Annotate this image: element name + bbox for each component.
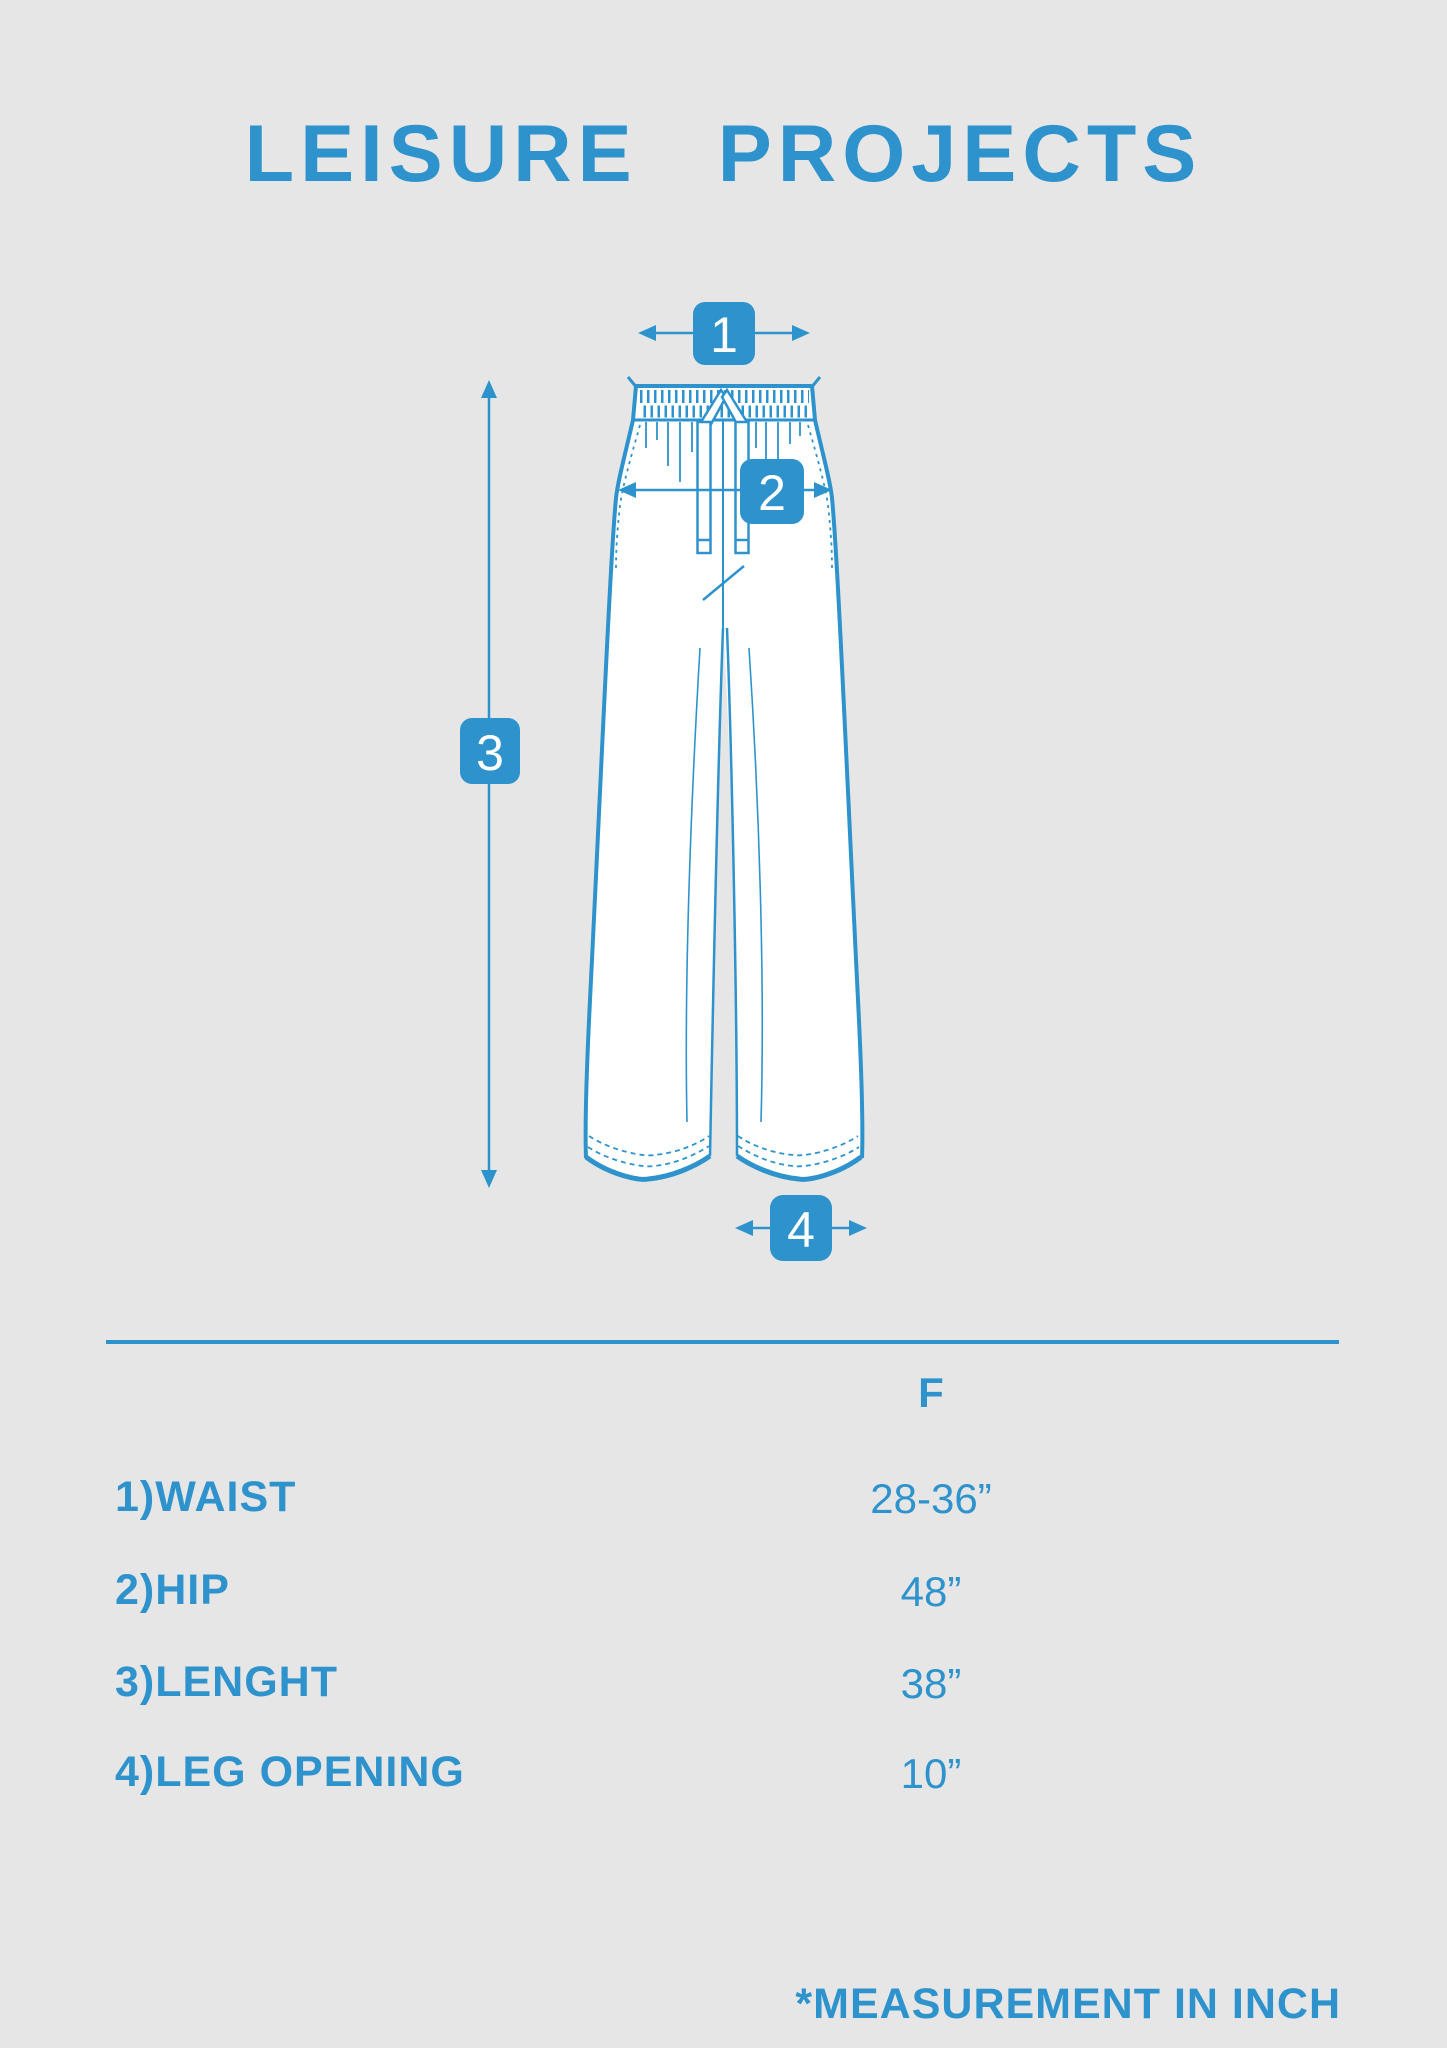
page-title-word-1: LEISURE [244,109,638,199]
table-row [0,1659,1447,1709]
row-value-length: 38” [900,1660,962,1707]
callout-number-2: 2 [758,465,786,521]
pants-measurement-diagram [380,280,1000,1310]
callout-badge-3 [460,718,520,784]
measurement-unit-note: *MEASUREMENT IN INCH [795,1980,1341,2028]
row-label-waist: 1)WAIST [115,1473,297,1521]
size-column-header: F [918,1369,944,1416]
pants-sketch [586,377,863,1179]
arrow-right-icon [849,1220,867,1236]
row-value-hip: 48” [900,1568,962,1615]
table-row [0,1749,1447,1799]
callout-number-1: 1 [710,307,738,363]
page-title-word-2: PROJECTS [717,109,1203,199]
arrow-left-icon [638,325,656,341]
row-value-waist: 28-36” [870,1475,992,1522]
table-divider [106,1340,1339,1344]
table-row [0,1474,1447,1524]
arrow-up-icon [481,380,497,398]
row-label-length: 3)LENGHT [115,1658,338,1706]
row-label-hip: 2)HIP [115,1566,230,1614]
table-row [0,1567,1447,1617]
row-value-leg-opening: 10” [900,1750,962,1797]
row-label-leg-opening: 4)LEG OPENING [115,1748,465,1796]
arrow-left-icon [735,1220,753,1236]
callout-number-3: 3 [476,725,504,781]
page-title [0,109,1447,199]
callout-badge-4 [770,1195,832,1261]
callout-badge-1 [693,302,755,365]
callout-badge-2 [740,459,804,524]
arrow-down-icon [481,1170,497,1188]
arrow-right-icon [792,325,810,341]
callout-number-4: 4 [787,1202,815,1258]
